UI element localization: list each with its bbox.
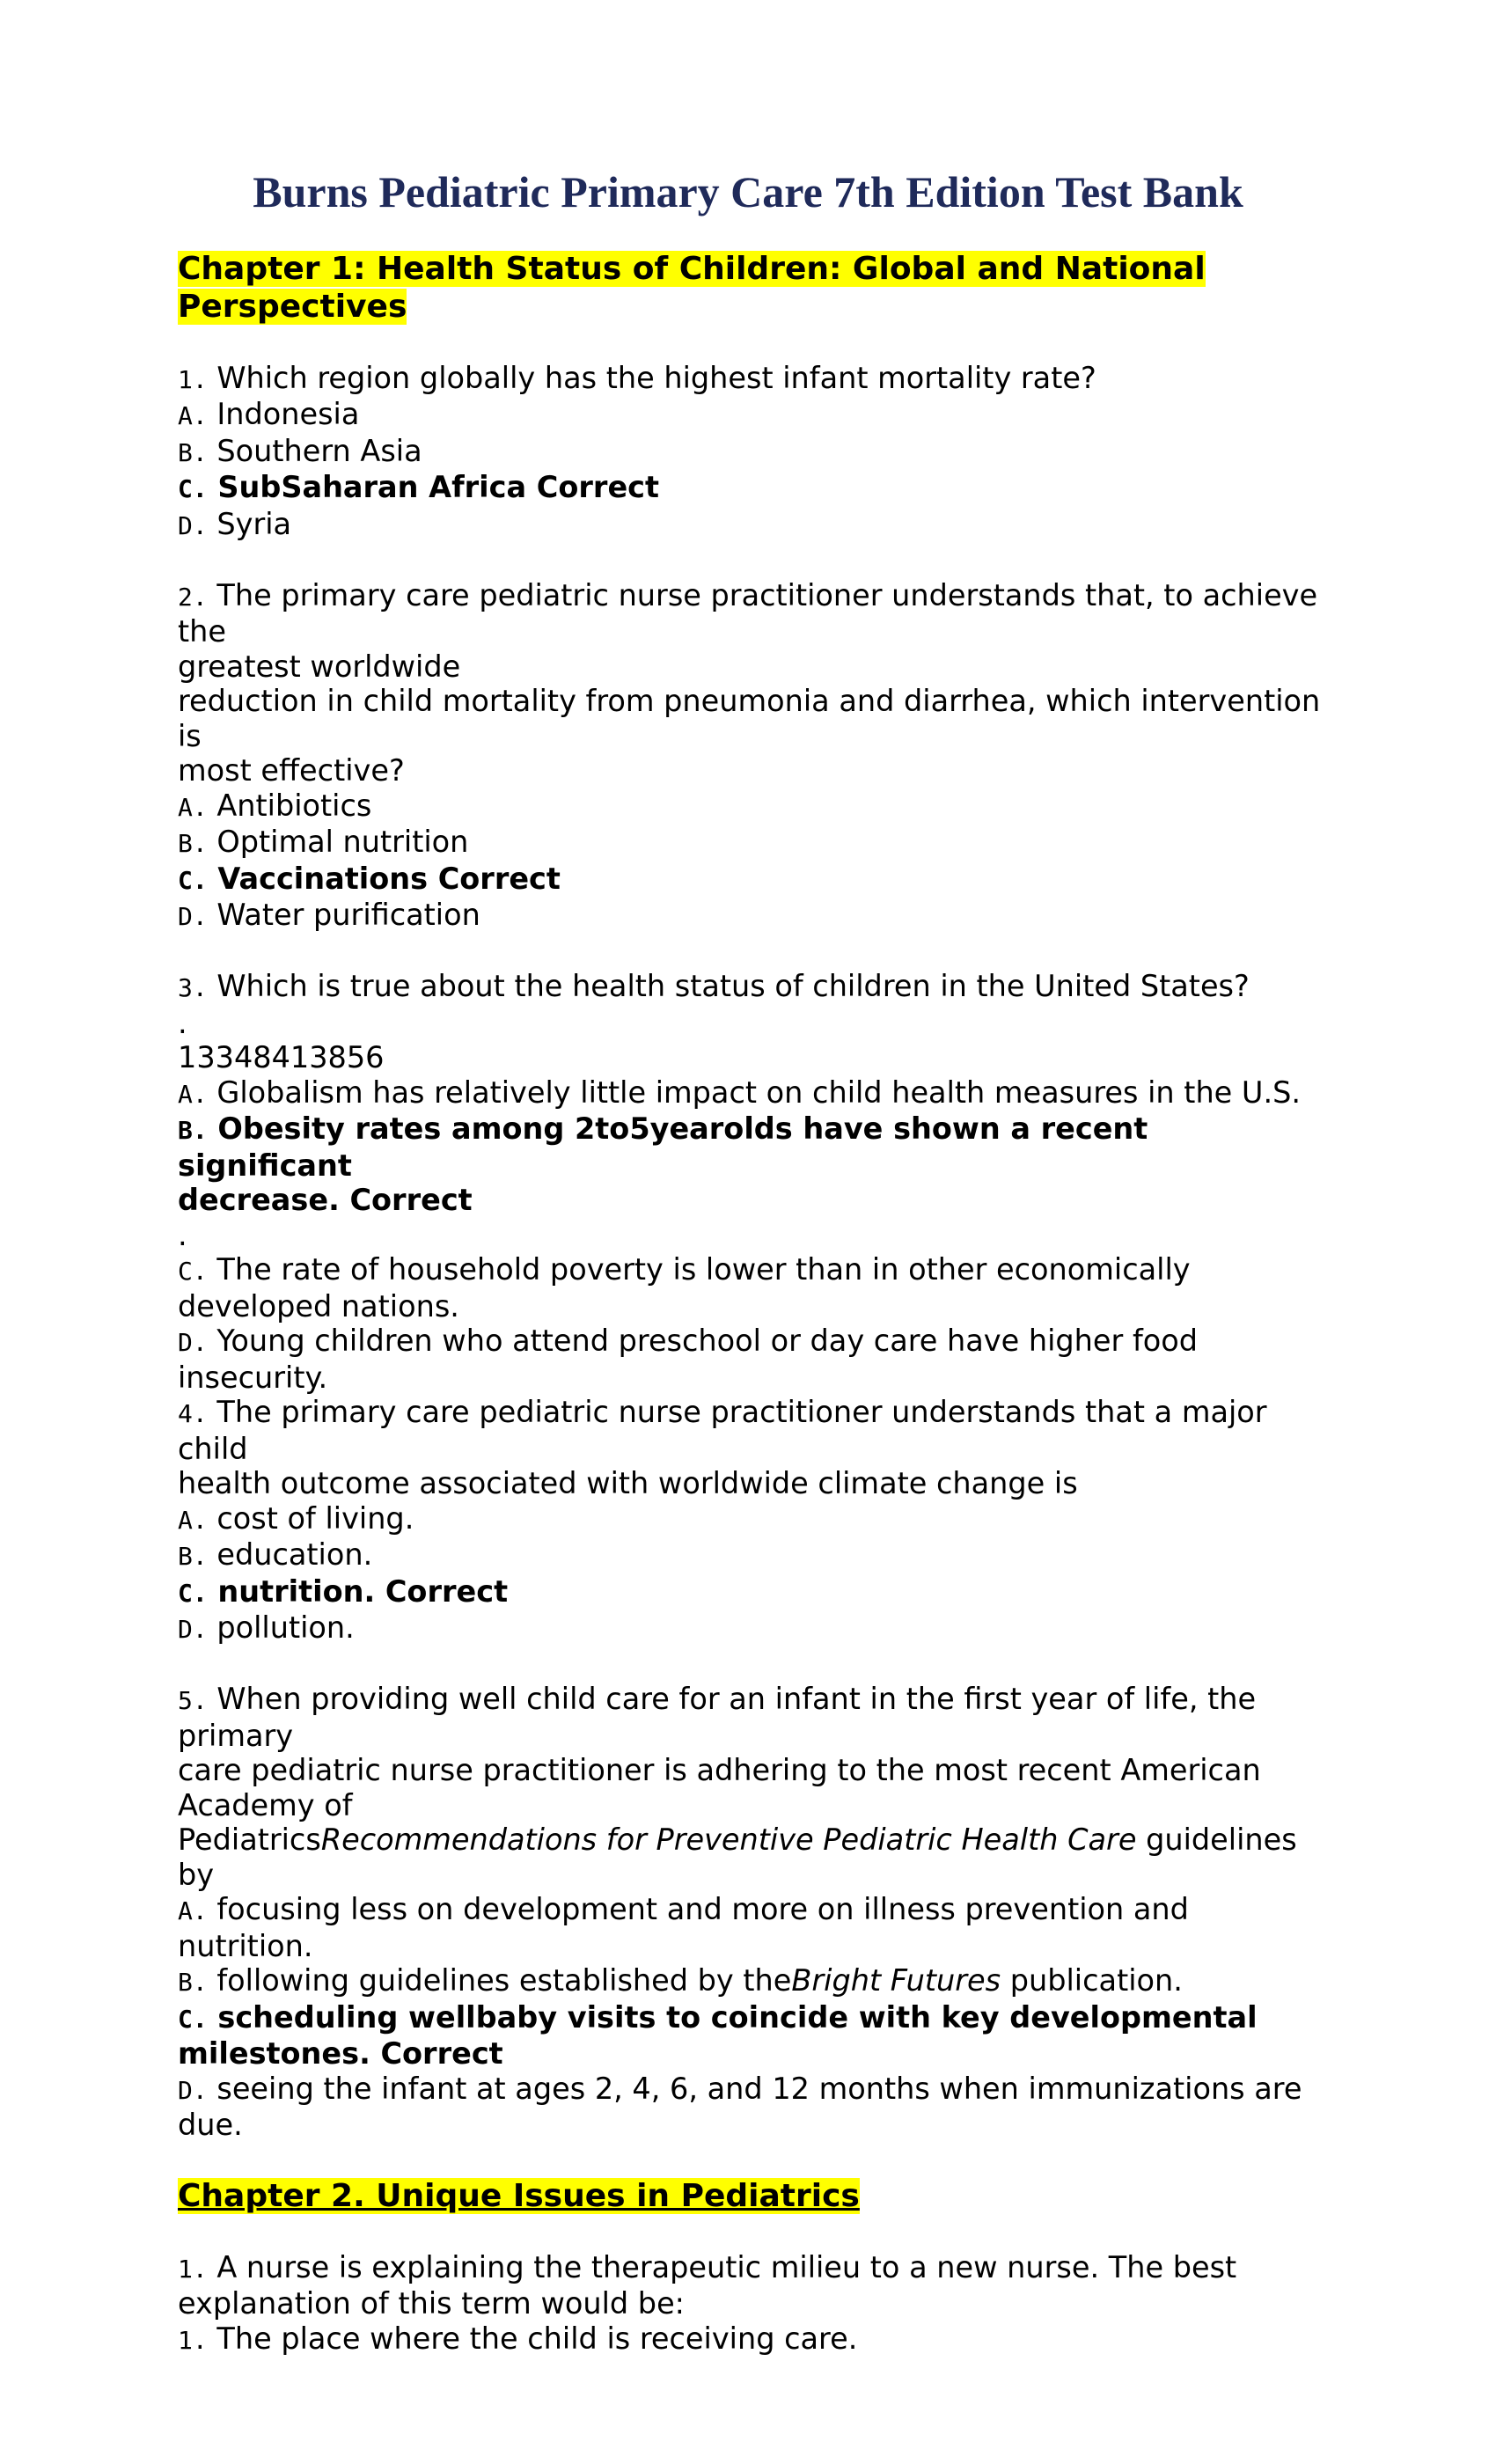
document-body: [178, 250, 1348, 2358]
chapter-1-heading: [178, 250, 1348, 326]
option-d: D. Water purification: [178, 898, 480, 932]
option-d: D. Syria: [178, 506, 292, 541]
option-a: A. Indonesia: [178, 397, 360, 431]
question-4: 4. The primary care pediatric nurse practitioner understands that a major child health outcome associated with worldwide climate change is A. cost of living. B. education. C. nutrition. Correct D. pollution.: [178, 1395, 1348, 1647]
question-3: 3. Which is true about the health status of children in the United States? . 13348413856 A. Globalism has relatively little impact on child health measures in the U.S. B. Obesity rates among 2to5yearolds have shown a recent significant decrease. Correct . C. The rate of household poverty is lower than in other economically developed nations. D. Young children who attend preschool or day care have higher food insecurity.: [178, 969, 1348, 1395]
option-c-correct: C. scheduling wellbaby visits to coincide with key developmental milestones. Correct: [178, 1999, 1258, 2071]
chapter-1-heading-line-1: Chapter 1: Health Status of Children: Global and National: [178, 251, 1206, 287]
option-a: A. cost of living.: [178, 1500, 414, 1536]
option-c: C. The rate of household poverty is lower than in other economically developed nations.: [178, 1252, 1191, 1324]
chapter-2-heading: Chapter 2. Unique Issues in Pediatrics: [178, 2178, 860, 2214]
question-5: 5. When providing well child care for an infant in the first year of life, the primary care pediatric nurse practitioner is adhering to the most recent American Academy of PediatricsRecommendations for Preventive Pediatric Health Care guidelines by A. focusing less on development and more on illness prevention and nutrition. B. following guidelines established by theBright Futures publication. C. scheduling wellbaby visits to coincide with key developmental milestones. Correct D. seeing the infant at ages 2, 4, 6, and 12 months when immunizations are due.: [178, 1682, 1348, 2143]
question-code: 13348413856: [178, 1040, 385, 1074]
chapter-2-question-1: 1. A nurse is explaining the therapeutic milieu to a new nurse. The best explanation of this term would be: 1. The place where the child is receiving care.: [178, 2250, 1348, 2358]
option-1: 1. The place where the child is receiving care.: [178, 2321, 858, 2356]
option-d: D. seeing the infant at ages 2, 4, 6, and 12 months when immunizations are due.: [178, 2071, 1302, 2142]
option-b: B. Southern Asia: [178, 433, 422, 468]
option-a: A. Globalism has relatively little impact on child health measures in the U.S.: [178, 1074, 1302, 1110]
question-1: 1. Which region globally has the highest infant mortality rate? A. Indonesia B. Southern Asia C. SubSaharan Africa Correct D. Syria: [178, 361, 1348, 544]
option-b: B. education.: [178, 1537, 373, 1572]
option-b: B. following guidelines established by theBright Futures publication.: [178, 1963, 1183, 1998]
option-b-correct: B. Obesity rates among 2to5yearolds have shown a recent significant decrease. Correct: [178, 1111, 1148, 1217]
option-c-correct: C. Vaccinations Correct: [178, 861, 561, 896]
chapter-1-heading-line-2: Perspectives: [178, 289, 407, 325]
option-c-correct: C. SubSaharan Africa Correct: [178, 470, 660, 504]
option-d: D. pollution.: [178, 1610, 355, 1645]
option-a: A. Antibiotics: [178, 788, 372, 823]
option-a: A. focusing less on development and more on illness prevention and nutrition.: [178, 1892, 1189, 1963]
question-2: 2. The primary care pediatric nurse practitioner understands that, to achieve the greatest worldwide reduction in child mortality from pneumonia and diarrhea, which intervention is most effective? A. Antibiotics B. Optimal nutrition C. Vaccinations Correct D. Water purification: [178, 578, 1348, 935]
option-c-correct: C. nutrition. Correct: [178, 1573, 509, 1609]
option-d: D. Young children who attend preschool or day care have higher food insecurity.: [178, 1324, 1198, 1395]
document-title: Burns Pediatric Primary Care 7th Edition Test Bank: [253, 167, 1243, 216]
option-b: B. Optimal nutrition: [178, 825, 469, 859]
